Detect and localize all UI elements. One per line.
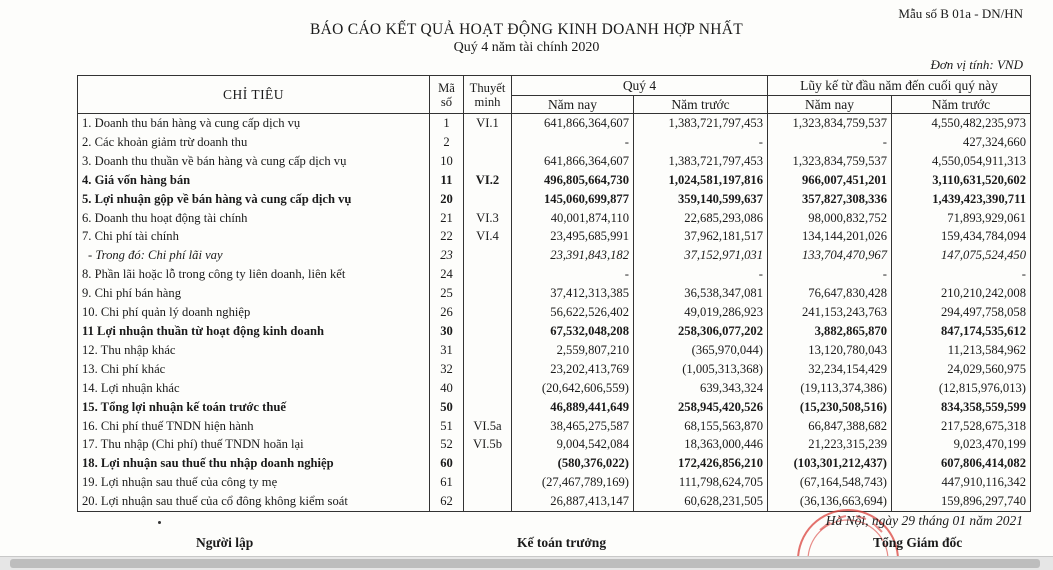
row-code: 2 bbox=[430, 133, 464, 152]
ytd-last-year-value: 217,528,675,318 bbox=[892, 417, 1031, 436]
row-code: 62 bbox=[430, 492, 464, 511]
q4-this-year-value: 26,887,413,147 bbox=[512, 492, 634, 511]
row-note: VI.3 bbox=[464, 209, 512, 228]
row-label: 15. Tổng lợi nhuận kế toán trước thuế bbox=[78, 398, 430, 417]
table-row bbox=[78, 322, 1031, 341]
ytd-this-year-value: - bbox=[768, 265, 892, 284]
row-code: 25 bbox=[430, 284, 464, 303]
table-row bbox=[78, 265, 1031, 284]
ytd-this-year-value: (19,113,374,386) bbox=[768, 379, 892, 398]
row-code: 26 bbox=[430, 303, 464, 322]
ytd-last-year-value: 9,023,470,199 bbox=[892, 435, 1031, 454]
table-row bbox=[78, 417, 1031, 436]
row-note bbox=[464, 360, 512, 379]
q4-this-year-value: 23,202,413,769 bbox=[512, 360, 634, 379]
row-label: 20. Lợi nhuận sau thuế của cổ đông không kiểm soát bbox=[78, 492, 430, 511]
header-ytd-last-year: Năm trước bbox=[892, 96, 1031, 114]
row-note bbox=[464, 379, 512, 398]
row-code: 11 bbox=[430, 171, 464, 190]
row-code: 51 bbox=[430, 417, 464, 436]
row-label: 18. Lợi nhuận sau thuế thu nhập doanh nghiệp bbox=[78, 454, 430, 473]
ink-dot bbox=[158, 521, 161, 524]
ytd-last-year-value: 834,358,559,599 bbox=[892, 398, 1031, 417]
ytd-last-year-value: 4,550,054,911,313 bbox=[892, 152, 1031, 171]
header-indicator: CHỈ TIÊU bbox=[78, 76, 430, 114]
ytd-this-year-value: (15,230,508,516) bbox=[768, 398, 892, 417]
ytd-this-year-value: 133,704,470,967 bbox=[768, 246, 892, 265]
q4-this-year-value: (27,467,789,169) bbox=[512, 473, 634, 492]
row-code: 30 bbox=[430, 322, 464, 341]
table-row bbox=[78, 152, 1031, 171]
q4-this-year-value: 56,622,526,402 bbox=[512, 303, 634, 322]
table-row bbox=[78, 454, 1031, 473]
row-code: 61 bbox=[430, 473, 464, 492]
currency-unit: Đơn vị tính: VND bbox=[930, 57, 1023, 72]
row-label: 16. Chi phí thuế TNDN hiện hành bbox=[78, 417, 430, 436]
ytd-last-year-value: 847,174,535,612 bbox=[892, 322, 1031, 341]
q4-this-year-value: 37,412,313,385 bbox=[512, 284, 634, 303]
ytd-last-year-value: (12,815,976,013) bbox=[892, 379, 1031, 398]
ytd-this-year-value: 357,827,308,336 bbox=[768, 190, 892, 209]
row-code: 31 bbox=[430, 341, 464, 360]
q4-last-year-value: 60,628,231,505 bbox=[634, 492, 768, 511]
ytd-last-year-value: 24,029,560,975 bbox=[892, 360, 1031, 379]
q4-this-year-value: 40,001,874,110 bbox=[512, 209, 634, 228]
row-label: 1. Doanh thu bán hàng và cung cấp dịch vụ bbox=[78, 114, 430, 133]
ytd-last-year-value: 607,806,414,082 bbox=[892, 454, 1031, 473]
table-row bbox=[78, 133, 1031, 152]
row-code: 32 bbox=[430, 360, 464, 379]
row-note bbox=[464, 152, 512, 171]
row-label: 12. Thu nhập khác bbox=[78, 341, 430, 360]
table-row bbox=[78, 227, 1031, 246]
ytd-this-year-value: 32,234,154,429 bbox=[768, 360, 892, 379]
table-row bbox=[78, 435, 1031, 454]
row-note bbox=[464, 322, 512, 341]
table-row bbox=[78, 341, 1031, 360]
ytd-last-year-value: 4,550,482,235,973 bbox=[892, 114, 1031, 133]
ytd-last-year-value: 11,213,584,962 bbox=[892, 341, 1031, 360]
row-code: 50 bbox=[430, 398, 464, 417]
q4-this-year-value: 23,495,685,991 bbox=[512, 227, 634, 246]
row-label: 10. Chi phí quản lý doanh nghiệp bbox=[78, 303, 430, 322]
row-label: 13. Chi phí khác bbox=[78, 360, 430, 379]
ytd-this-year-value: - bbox=[768, 133, 892, 152]
q4-this-year-value: (20,642,606,559) bbox=[512, 379, 634, 398]
ytd-last-year-value: 427,324,660 bbox=[892, 133, 1031, 152]
row-label: 11 Lợi nhuận thuần từ hoạt động kinh doanh bbox=[78, 322, 430, 341]
row-note bbox=[464, 246, 512, 265]
table-row bbox=[78, 284, 1031, 303]
ytd-this-year-value: (67,164,548,743) bbox=[768, 473, 892, 492]
q4-last-year-value: - bbox=[634, 133, 768, 152]
table-row bbox=[78, 190, 1031, 209]
row-label: 3. Doanh thu thuần về bán hàng và cung cấp dịch vụ bbox=[78, 152, 430, 171]
ytd-last-year-value: 159,434,784,094 bbox=[892, 227, 1031, 246]
q4-last-year-value: 1,383,721,797,453 bbox=[634, 152, 768, 171]
row-code: 40 bbox=[430, 379, 464, 398]
table-row bbox=[78, 398, 1031, 417]
row-code: 23 bbox=[430, 246, 464, 265]
row-code: 1 bbox=[430, 114, 464, 133]
q4-this-year-value: - bbox=[512, 265, 634, 284]
ytd-this-year-value: 1,323,834,759,537 bbox=[768, 114, 892, 133]
q4-last-year-value: 639,343,324 bbox=[634, 379, 768, 398]
row-note: VI.5b bbox=[464, 435, 512, 454]
signature-chief-accountant: Kế toán trưởng bbox=[517, 535, 607, 550]
ytd-last-year-value: 159,896,297,740 bbox=[892, 492, 1031, 511]
ytd-this-year-value: 134,144,201,026 bbox=[768, 227, 892, 246]
row-label: 5. Lợi nhuận gộp về bán hàng và cung cấp dịch vụ bbox=[78, 190, 430, 209]
table-row bbox=[78, 209, 1031, 228]
q4-last-year-value: 258,306,077,202 bbox=[634, 322, 768, 341]
row-note bbox=[464, 265, 512, 284]
row-note bbox=[464, 190, 512, 209]
q4-last-year-value: (365,970,044) bbox=[634, 341, 768, 360]
q4-last-year-value: 1,024,581,197,816 bbox=[634, 171, 768, 190]
row-note bbox=[464, 303, 512, 322]
table-row bbox=[78, 303, 1031, 322]
row-code: 20 bbox=[430, 190, 464, 209]
report-title: BÁO CÁO KẾT QUẢ HOẠT ĐỘNG KINH DOANH HỢP NHẤT bbox=[310, 21, 743, 38]
sign-date: Hà Nội, ngày 29 tháng 01 năm 2021 bbox=[825, 513, 1023, 528]
ytd-this-year-value: 13,120,780,043 bbox=[768, 341, 892, 360]
scrollbar-thumb[interactable] bbox=[10, 559, 1040, 568]
row-label: 2. Các khoản giảm trừ doanh thu bbox=[78, 133, 430, 152]
row-note bbox=[464, 492, 512, 511]
ytd-this-year-value: (36,136,663,694) bbox=[768, 492, 892, 511]
row-note: VI.2 bbox=[464, 171, 512, 190]
ytd-this-year-value: 98,000,832,752 bbox=[768, 209, 892, 228]
row-note: VI.4 bbox=[464, 227, 512, 246]
header-ytd-this-year: Năm nay bbox=[768, 96, 892, 114]
q4-last-year-value: 68,155,563,870 bbox=[634, 417, 768, 436]
row-note: VI.5a bbox=[464, 417, 512, 436]
row-code: 21 bbox=[430, 209, 464, 228]
ytd-this-year-value: 66,847,388,682 bbox=[768, 417, 892, 436]
row-note bbox=[464, 398, 512, 417]
horizontal-scrollbar[interactable] bbox=[0, 556, 1053, 570]
ytd-last-year-value: 71,893,929,061 bbox=[892, 209, 1031, 228]
row-note bbox=[464, 454, 512, 473]
q4-this-year-value: 9,004,542,084 bbox=[512, 435, 634, 454]
q4-last-year-value: 22,685,293,086 bbox=[634, 209, 768, 228]
q4-this-year-value: 67,532,048,208 bbox=[512, 322, 634, 341]
q4-last-year-value: 1,383,721,797,453 bbox=[634, 114, 768, 133]
ytd-last-year-value: 3,110,631,520,602 bbox=[892, 171, 1031, 190]
q4-this-year-value: 23,391,843,182 bbox=[512, 246, 634, 265]
ytd-this-year-value: 241,153,243,763 bbox=[768, 303, 892, 322]
table-body bbox=[78, 114, 1031, 512]
header-q4-this-year: Năm nay bbox=[512, 96, 634, 114]
ytd-this-year-value: (103,301,212,437) bbox=[768, 454, 892, 473]
row-note: VI.1 bbox=[464, 114, 512, 133]
signature-preparer: Người lập bbox=[196, 535, 254, 550]
row-note bbox=[464, 133, 512, 152]
header-note: Thuyết minh bbox=[464, 76, 512, 114]
q4-last-year-value: 49,019,286,923 bbox=[634, 303, 768, 322]
row-note bbox=[464, 341, 512, 360]
row-note bbox=[464, 284, 512, 303]
form-code: Mẫu số B 01a - DN/HN bbox=[898, 6, 1023, 21]
table-row bbox=[78, 171, 1031, 190]
ytd-this-year-value: 21,223,315,239 bbox=[768, 435, 892, 454]
row-label: 7. Chi phí tài chính bbox=[78, 227, 430, 246]
ytd-last-year-value: 1,439,423,390,711 bbox=[892, 190, 1031, 209]
company-seal bbox=[790, 502, 900, 562]
q4-this-year-value: (580,376,022) bbox=[512, 454, 634, 473]
ytd-last-year-value: 147,075,524,450 bbox=[892, 246, 1031, 265]
q4-last-year-value: 359,140,599,637 bbox=[634, 190, 768, 209]
q4-last-year-value: 37,152,971,031 bbox=[634, 246, 768, 265]
header-ytd: Lũy kế từ đầu năm đến cuối quý này bbox=[768, 76, 1031, 96]
q4-this-year-value: - bbox=[512, 133, 634, 152]
q4-this-year-value: 46,889,441,649 bbox=[512, 398, 634, 417]
row-note bbox=[464, 473, 512, 492]
q4-this-year-value: 38,465,275,587 bbox=[512, 417, 634, 436]
table-row bbox=[78, 246, 1031, 265]
ytd-this-year-value: 966,007,451,201 bbox=[768, 171, 892, 190]
row-label: 19. Lợi nhuận sau thuế của công ty mẹ bbox=[78, 473, 430, 492]
q4-last-year-value: - bbox=[634, 265, 768, 284]
row-label: 8. Phần lãi hoặc lỗ trong công ty liên doanh, liên kết bbox=[78, 265, 430, 284]
header-quarter: Quý 4 bbox=[512, 76, 768, 96]
q4-this-year-value: 2,559,807,210 bbox=[512, 341, 634, 360]
row-code: 60 bbox=[430, 454, 464, 473]
table-row bbox=[78, 114, 1031, 133]
ytd-last-year-value: 294,497,758,058 bbox=[892, 303, 1031, 322]
q4-last-year-value: 111,798,624,705 bbox=[634, 473, 768, 492]
q4-last-year-value: 36,538,347,081 bbox=[634, 284, 768, 303]
q4-this-year-value: 641,866,364,607 bbox=[512, 114, 634, 133]
ytd-last-year-value: 210,210,242,008 bbox=[892, 284, 1031, 303]
q4-last-year-value: 18,363,000,446 bbox=[634, 435, 768, 454]
row-label: - Trong đó: Chi phí lãi vay bbox=[78, 246, 430, 265]
table-row bbox=[78, 379, 1031, 398]
row-code: 24 bbox=[430, 265, 464, 284]
table-row bbox=[78, 473, 1031, 492]
ytd-last-year-value: 447,910,116,342 bbox=[892, 473, 1031, 492]
ytd-this-year-value: 76,647,830,428 bbox=[768, 284, 892, 303]
q4-this-year-value: 145,060,699,877 bbox=[512, 190, 634, 209]
q4-this-year-value: 641,866,364,607 bbox=[512, 152, 634, 171]
q4-this-year-value: 496,805,664,730 bbox=[512, 171, 634, 190]
report-subtitle: Quý 4 năm tài chính 2020 bbox=[453, 40, 600, 55]
signature-director: Tổng Giám đốc bbox=[873, 535, 963, 550]
q4-last-year-value: 172,426,856,210 bbox=[634, 454, 768, 473]
q4-last-year-value: 258,945,420,526 bbox=[634, 398, 768, 417]
row-label: 4. Giá vốn hàng bán bbox=[78, 171, 430, 190]
ytd-this-year-value: 3,882,865,870 bbox=[768, 322, 892, 341]
ytd-this-year-value: 1,323,834,759,537 bbox=[768, 152, 892, 171]
row-label: 6. Doanh thu hoạt động tài chính bbox=[78, 209, 430, 228]
table-row bbox=[78, 360, 1031, 379]
row-label: 17. Thu nhập (Chi phí) thuế TNDN hoãn lại bbox=[78, 435, 430, 454]
row-label: 9. Chi phí bán hàng bbox=[78, 284, 430, 303]
row-label: 14. Lợi nhuận khác bbox=[78, 379, 430, 398]
row-code: 22 bbox=[430, 227, 464, 246]
income-statement-table bbox=[77, 75, 1031, 512]
row-code: 10 bbox=[430, 152, 464, 171]
row-code: 52 bbox=[430, 435, 464, 454]
ytd-last-year-value: - bbox=[892, 265, 1031, 284]
q4-last-year-value: (1,005,313,368) bbox=[634, 360, 768, 379]
header-code: Mã số bbox=[430, 76, 464, 114]
q4-last-year-value: 37,962,181,517 bbox=[634, 227, 768, 246]
header-q4-last-year: Năm trước bbox=[634, 96, 768, 114]
